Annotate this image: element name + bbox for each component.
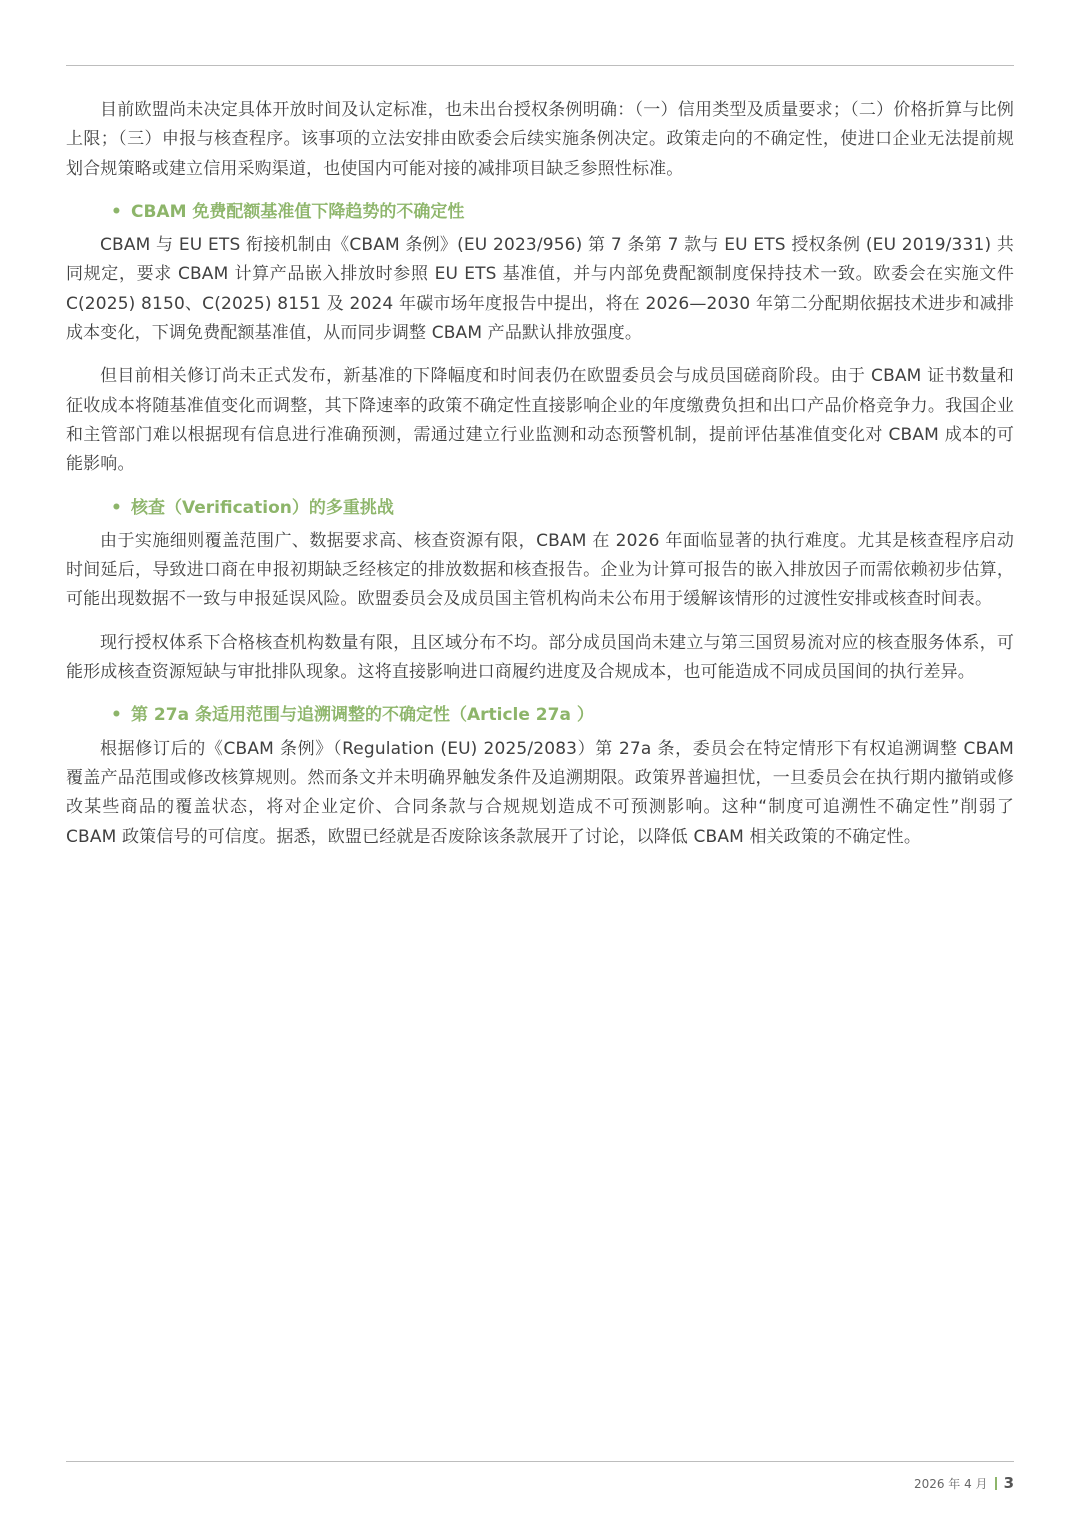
document-body — [66, 96, 1014, 866]
footer-date: 2026 年 4 月 — [913, 1476, 988, 1491]
body-paragraph: 由于实施细则覆盖范围广、数据要求高、核查资源有限，CBAM 在 2026 年面临显著的执行难度。尤其是核查程序启动时间延后，导致进口商在申报初期缺乏经核定的排放数据和核查报告。企业为计算可报告的嵌入排放因子而需依赖初步估算，可能出现数据不一致与申报延误风险。欧盟委员会及成员国主管机构尚未公布用于缓解该情形的过渡性安排或核查时间表。 — [66, 530, 1014, 610]
bullet-icon: • — [111, 201, 122, 222]
section-heading-verification: • 核查（Verification）的多重挑战 — [66, 494, 1014, 523]
body-paragraph: 现行授权体系下合格核查机构数量有限，且区域分布不均。部分成员国尚未建立与第三国贸易流对应的核查服务体系，可能形成核查资源短缺与审批排队现象。这将直接影响进口商履约进度及合规成本，也可能造成不同成员国间的执行差异。 — [66, 632, 1014, 683]
body-paragraph: 根据修订后的《CBAM 条例》（Regulation (EU) 2025/2083）第 27a 条，委员会在特定情形下有权追溯调整 CBAM 覆盖产品范围或修改核算规则。然而条文并未明确界触发条件及追溯期限。政策界普遍担忧，一旦委员会在执行期内撤销或修改某些商品的覆盖状态，将对企业定价、合同条款与合规规划造成不可预测影响。这种“制度可追溯性不确定性”削弱了 CBAM 政策信号的可信度。据悉，欧盟已经就是否废除该条款展开了讨论，以降低 CBAM 相关政策的不确定性。 — [66, 738, 1014, 847]
section-heading-article-27a: • 第 27a 条适用范围与追溯调整的不确定性（Article 27a ） — [66, 701, 1014, 730]
intro-paragraph: 目前欧盟尚未决定具体开放时间及认定标准，也未出台授权条例明确：（一）信用类型及质量要求；（二）价格折算与比例上限；（三）申报与核查程序。该事项的立法安排由欧委会后续实施条例决定。政策走向的不确定性，使进口企业无法提前规划合规策略或建立信用采购渠道，也使国内可能对接的减排项目缺乏参照性标准。 — [66, 100, 1014, 179]
body-paragraph: CBAM 与 EU ETS 衔接机制由《CBAM 条例》(EU 2023/956) 第 7 条第 7 款与 EU ETS 授权条例 (EU 2019/331) 共同规定，要求 CBAM 计算产品嵌入排放时参照 EU ETS 基准值，并与内部免费配额制度保持技术一致。欧委会在实施文件 C(2025) 8150、C(2025) 8151 及 2024 年碳市场年度报告中提出，将在 2026—2030 年第二分配期依据技术进步和减排成本变化，下调免费配额基准值，从而同步调整 CBAM 产品默认排放强度。 — [66, 235, 1014, 344]
footer-rule — [66, 1461, 1014, 1462]
body-paragraph: 但目前相关修订尚未正式发布，新基准的下降幅度和时间表仍在欧盟委员会与成员国磋商阶段。由于 CBAM 证书数量和征收成本将随基准值变化而调整，其下降速率的政策不确定性直接影响企业的年度缴费负担和出口产品价格竞争力。我国企业和主管部门难以根据现有信息进行准确预测，需通过建立行业监测和动态预警机制，提前评估基准值变化对 CBAM 成本的可能影响。 — [66, 366, 1014, 475]
section-heading-baseline: • CBAM 免费配额基准值下降趋势的不确定性 — [66, 198, 1014, 227]
header-rule — [66, 65, 1014, 66]
bullet-icon: • — [111, 705, 122, 726]
bullet-icon: • — [111, 497, 122, 518]
footer-divider — [995, 1477, 997, 1490]
page-footer — [914, 1474, 1014, 1492]
page-number: 3 — [1003, 1474, 1014, 1492]
